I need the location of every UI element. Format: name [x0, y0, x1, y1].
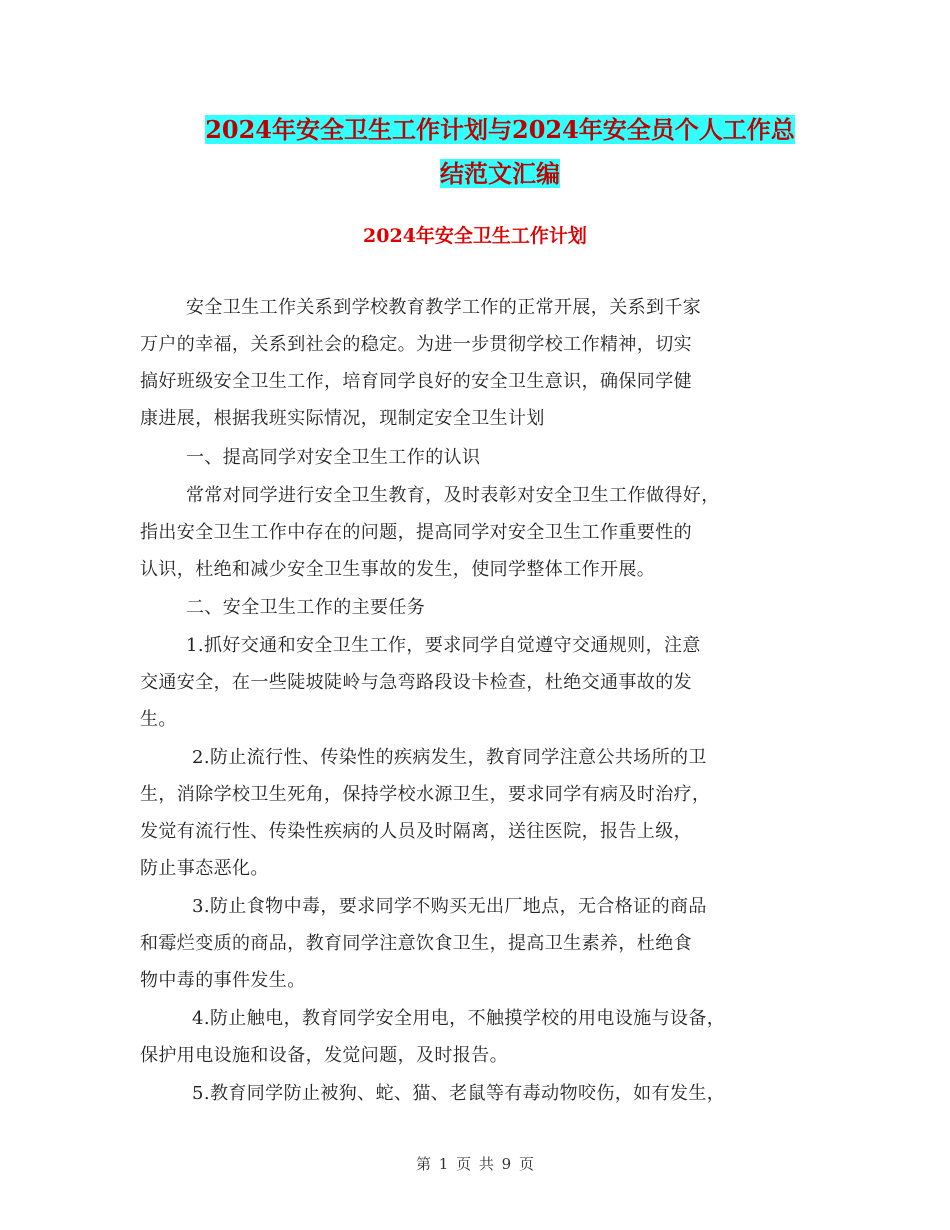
paragraph-line: 防止事态恶化。 — [140, 858, 269, 879]
paragraph-line: 常常对同学进行安全卫生教育，及时表彰对安全卫生工作做得好， — [186, 485, 720, 506]
paragraph-line: 物中毒的事件发生。 — [140, 970, 306, 991]
paragraph-line: 3.防止食物中毒，要求同学不购买无出厂地点，无合格证的商品 — [192, 896, 707, 917]
section-heading: 二、安全卫生工作的主要任务 — [186, 597, 426, 618]
paragraph-line: 指出安全卫生工作中存在的问题，提高同学对安全卫生工作重要性的 — [140, 522, 692, 543]
paragraph-line: 1.抓好交通和安全卫生工作，要求同学自觉遵守交通规则，注意 — [186, 635, 701, 656]
paragraph-line: 发觉有流行性、传染性疾病的人员及时隔离，送往医院，报告上级， — [140, 821, 692, 842]
section-heading: 一、提高同学对安全卫生工作的认识 — [186, 447, 481, 468]
document-title-line-1: 2024年安全卫生工作计划与2024年安全员个人工作总 — [205, 115, 795, 144]
paragraph-line: 生，消除学校卫生死角，保持学校水源卫生，要求同学有病及时治疗， — [140, 784, 711, 805]
paragraph-line: 搞好班级安全卫生工作，培育同学良好的安全卫生意识，确保同学健 — [140, 371, 692, 392]
paragraph-line: 交通安全，在一些陡坡陡岭与急弯路段设卡检查，杜绝交通事故的发 — [140, 672, 692, 693]
section-title: 2024年安全卫生工作计划 — [363, 225, 587, 247]
paragraph-line: 康进展，根据我班实际情况，现制定安全卫生计划 — [140, 408, 545, 429]
paragraph-line: 2.防止流行性、传染性的疾病发生，教育同学注意公共场所的卫 — [192, 747, 707, 768]
paragraph-line: 生。 — [140, 709, 177, 730]
document-title-line-2: 结范文汇编 — [440, 159, 560, 188]
paragraph-line: 安全卫生工作关系到学校教育教学工作的正常开展，关系到千家 — [186, 297, 702, 318]
paragraph-line: 和霉烂变质的商品，教育同学注意饮食卫生，提高卫生素养，杜绝食 — [140, 933, 692, 954]
paragraph-line: 保护用电设施和设备，发觉问题，及时报告。 — [140, 1045, 508, 1066]
page-number-footer: 第 1 页 共 9 页 — [416, 1155, 534, 1173]
paragraph-line: 4.防止触电，教育同学安全用电，不触摸学校的用电设施与设备， — [192, 1008, 726, 1029]
paragraph-line: 万户的幸福，关系到社会的稳定。为进一步贯彻学校工作精神，切实 — [140, 334, 692, 355]
paragraph-line: 认识，杜绝和减少安全卫生事故的发生，使同学整体工作开展。 — [140, 559, 656, 580]
paragraph-line: 5.教育同学防止被狗、蛇、猫、老鼠等有毒动物咬伤，如有发生， — [192, 1083, 726, 1104]
